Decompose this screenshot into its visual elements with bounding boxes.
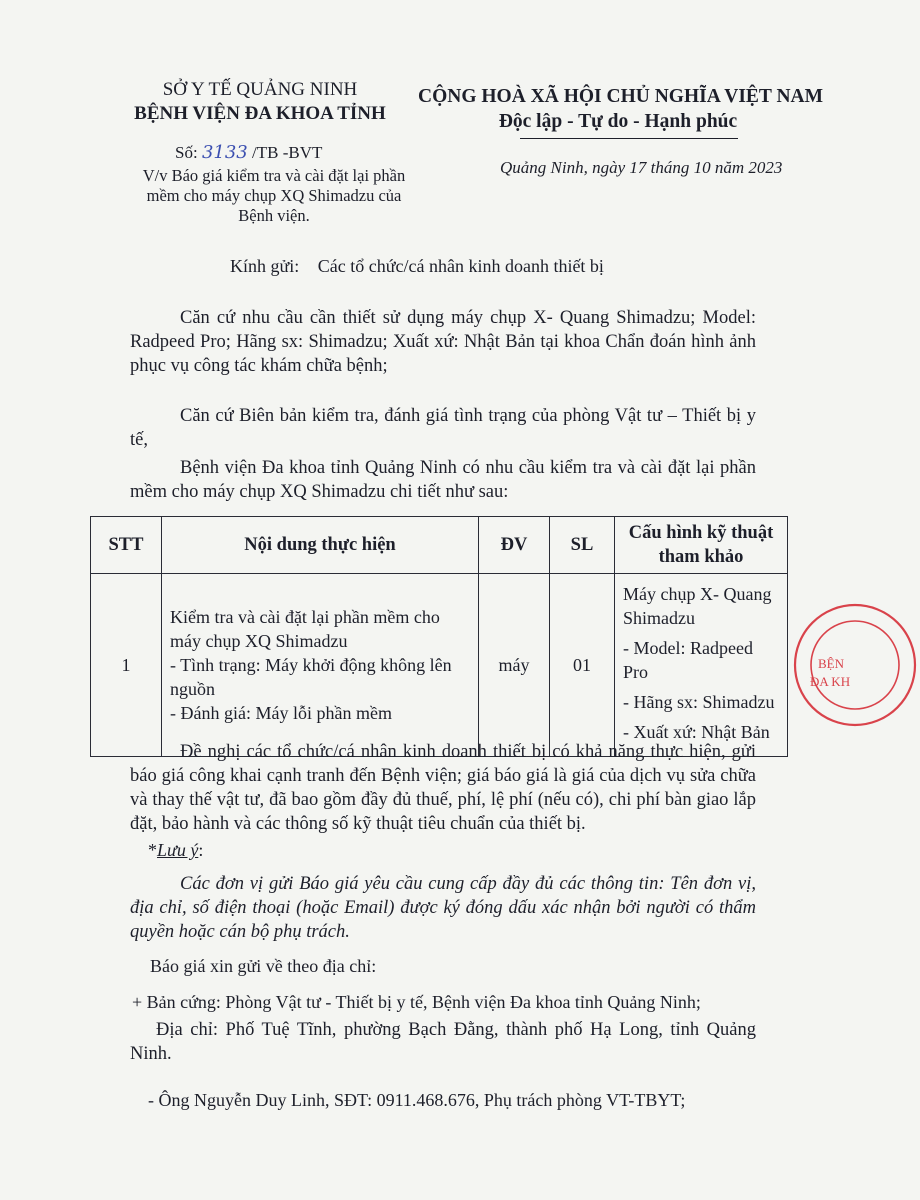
header-qty: SL <box>550 517 615 574</box>
recipient-line <box>230 256 604 277</box>
doc-no-prefix: Số: <box>175 143 198 162</box>
republic-block <box>418 84 824 134</box>
cell-unit: máy <box>479 574 550 757</box>
stamp-text-2: ĐA KH <box>810 674 851 689</box>
agency-block <box>110 78 410 126</box>
hard-copy-line: + Bản cứng: Phòng Vật tư - Thiết bị y tế, Bệnh viện Đa khoa tỉnh Quảng Ninh; <box>132 992 701 1012</box>
paragraph-request: Bệnh viện Đa khoa tỉnh Quảng Ninh có nhu cầu kiểm tra và cài đặt lại phần mềm cho máy chụp XQ Shimadzu chi tiết như sau: <box>130 458 756 502</box>
content-line: - Tình trạng: Máy khởi động không lên nguồn <box>170 655 452 699</box>
paragraph-basis-report: Căn cứ Biên bản kiểm tra, đánh giá tình trạng của phòng Vật tư – Thiết bị y tế, <box>130 406 756 450</box>
paragraph-basis-need: Căn cứ nhu cầu cần thiết sử dụng máy chụp X- Quang Shimadzu; Model: Radpeed Pro; Hãng sx: Shimadzu; Xuất xứ: Nhật Bản tại khoa Chẩn đoán hình ảnh phục vụ công tác khám chữa bệnh; <box>130 308 756 376</box>
spec-line: Máy chụp X- Quang Shimadzu <box>623 584 772 628</box>
note-label: Lưu ý <box>157 840 199 860</box>
doc-no-handwritten: 3133 <box>201 142 248 163</box>
spec-line: - Hãng sx: Shimadzu <box>623 692 775 712</box>
document-date: Quảng Ninh, ngày 17 tháng 10 năm 2023 <box>500 158 783 177</box>
motto-underline <box>520 138 738 139</box>
motto: Độc lập - Tự do - Hạnh phúc <box>498 111 738 132</box>
cell-spec <box>615 574 788 757</box>
header-spec: Cấu hình kỹ thuật tham khảo <box>615 517 788 574</box>
header-stt: STT <box>91 517 162 574</box>
recipient-value: Các tổ chức/cá nhân kinh doanh thiết bị <box>317 256 604 276</box>
cell-qty: 01 <box>550 574 615 757</box>
content-line: - Đánh giá: Máy lỗi phần mềm <box>170 703 392 723</box>
address-line: Địa chỉ: Phố Tuệ Tĩnh, phường Bạch Đằng, thành phố Hạ Long, tỉnh Quảng Ninh. <box>130 1020 756 1064</box>
hospital-name: BỆNH VIỆN ĐA KHOA TỈNH <box>134 103 386 124</box>
note-heading <box>148 840 203 861</box>
note-star: * <box>148 840 157 860</box>
spec-line: - Xuất xứ: Nhật Bản <box>623 722 770 742</box>
recipient-label: Kính gửi: <box>230 256 300 276</box>
table-row <box>91 574 788 757</box>
contact-line: - Ông Nguyễn Duy Linh, SĐT: 0911.468.676, Phụ trách phòng VT-TBYT; <box>148 1090 686 1110</box>
table-header-row <box>91 517 788 574</box>
document-number <box>175 142 322 163</box>
document-subject: V/v Báo giá kiểm tra và cài đặt lại phần mềm cho máy chụp XQ Shimadzu của Bệnh viện. <box>142 166 406 225</box>
paragraph-proposal: Đề nghị các tổ chức/cá nhân kinh doanh thiết bị có khả năng thực hiện, gửi báo giá công khai cạnh tranh đến Bệnh viện; giá báo giá là giá của dịch vụ sửa chữa và thay thế vật tư, đã bao gồm đầy đủ thuế, phí, lệ phí (nếu có), chi phí bàn giao lắp đặt, bảo hành và các thông số kỹ thuật tiêu chuẩn của thiết bị. <box>130 742 756 834</box>
cell-content <box>162 574 479 757</box>
stamp-text-1: BỆN <box>818 656 844 671</box>
doc-no-suffix: /TB -BVT <box>252 143 323 162</box>
content-line: Kiểm tra và cài đặt lại phần mềm cho máy chụp XQ Shimadzu <box>170 607 440 651</box>
stamp-seal-icon <box>790 600 920 730</box>
republic-name: CỘNG HOÀ XÃ HỘI CHỦ NGHĨA VIỆT NAM <box>418 86 824 107</box>
items-table <box>90 516 788 757</box>
agency-name: SỞ Y TẾ QUẢNG NINH <box>162 79 358 100</box>
header-content: Nội dung thực hiện <box>162 517 479 574</box>
spec-line: - Model: Radpeed Pro <box>623 638 753 682</box>
note-text: Các đơn vị gửi Báo giá yêu cầu cung cấp đầy đủ các thông tin: Tên đơn vị, địa chỉ, số điện thoại (hoặc Email) được ký đóng dấu xác nhận bởi người có thẩm quyền hoặc cán bộ phụ trách. <box>130 874 756 942</box>
send-to-line: Báo giá xin gửi về theo địa chỉ: <box>150 956 377 976</box>
cell-stt: 1 <box>91 574 162 757</box>
note-colon: : <box>198 840 204 860</box>
header-unit: ĐV <box>479 517 550 574</box>
